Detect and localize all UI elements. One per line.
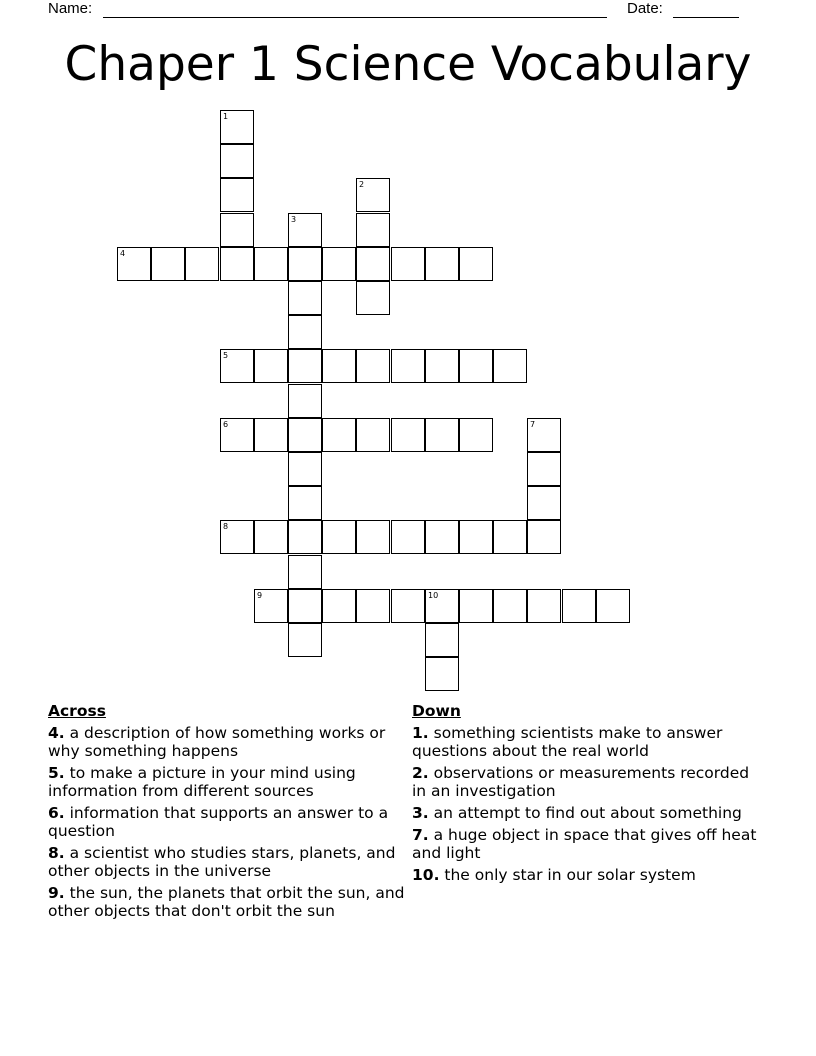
crossword-cell[interactable] <box>356 213 390 247</box>
crossword-cell[interactable] <box>391 349 425 383</box>
crossword-cell[interactable] <box>459 520 493 554</box>
clue-across-8 <box>48 844 406 880</box>
crossword-cell[interactable] <box>356 589 390 623</box>
crossword-cell[interactable] <box>425 657 459 691</box>
crossword-cell[interactable] <box>356 247 390 281</box>
clue-across-9 <box>48 884 406 920</box>
clue-across-5 <box>48 764 406 800</box>
cell-number: 7 <box>530 420 536 429</box>
crossword-cell[interactable] <box>356 178 390 212</box>
crossword-cell[interactable] <box>288 623 322 657</box>
crossword-cell[interactable] <box>391 247 425 281</box>
crossword-cell[interactable] <box>356 349 390 383</box>
crossword-cell[interactable] <box>459 247 493 281</box>
crossword-cell[interactable] <box>425 349 459 383</box>
crossword-cell[interactable] <box>391 589 425 623</box>
crossword-cell[interactable] <box>527 452 561 486</box>
crossword-cell[interactable] <box>254 349 288 383</box>
crossword-cell[interactable] <box>459 589 493 623</box>
crossword-cell[interactable] <box>254 247 288 281</box>
clue-down-1 <box>412 724 768 760</box>
crossword-cell[interactable] <box>220 349 254 383</box>
crossword-cell[interactable] <box>254 418 288 452</box>
crossword-cell[interactable] <box>220 520 254 554</box>
crossword-cell[interactable] <box>288 281 322 315</box>
crossword-cell[interactable] <box>220 144 254 178</box>
name-label: Name: <box>48 0 93 17</box>
crossword-cell[interactable] <box>596 589 630 623</box>
across-clues <box>48 702 406 924</box>
clue-number: 9. <box>48 884 65 902</box>
crossword-cell[interactable] <box>220 418 254 452</box>
crossword-cell[interactable] <box>459 349 493 383</box>
page-title: Chaper 1 Science Vocabulary <box>64 37 752 92</box>
crossword-cell[interactable] <box>254 520 288 554</box>
down-clues <box>412 702 768 888</box>
clue-down-10 <box>412 866 768 884</box>
crossword-cell[interactable] <box>254 589 288 623</box>
crossword-cell[interactable] <box>425 623 459 657</box>
clue-number: 6. <box>48 804 65 822</box>
crossword-cell[interactable] <box>288 555 322 589</box>
crossword-cell[interactable] <box>288 213 322 247</box>
crossword-cell[interactable] <box>527 520 561 554</box>
across-heading: Across <box>48 702 106 720</box>
crossword-cell[interactable] <box>288 384 322 418</box>
crossword-cell[interactable] <box>288 315 322 349</box>
clue-text: to make a picture in your mind using information from different sources <box>48 764 356 800</box>
crossword-cell[interactable] <box>493 349 527 383</box>
crossword-cell[interactable] <box>562 589 596 623</box>
crossword-cell[interactable] <box>151 247 185 281</box>
cell-number: 3 <box>291 215 297 224</box>
clue-text: a huge object in space that gives off heat and light <box>412 826 757 862</box>
crossword-cell[interactable] <box>527 418 561 452</box>
clue-text: the sun, the planets that orbit the sun, and other objects that don't orbit the sun <box>48 884 405 920</box>
clue-down-7 <box>412 826 768 862</box>
crossword-cell[interactable] <box>288 520 322 554</box>
clue-number: 1. <box>412 724 429 742</box>
cell-number: 8 <box>223 522 229 531</box>
crossword-cell[interactable] <box>288 247 322 281</box>
clue-text: a description of how something works or why something happens <box>48 724 386 760</box>
crossword-cell[interactable] <box>356 418 390 452</box>
date-label: Date: <box>627 0 663 17</box>
crossword-cell[interactable] <box>391 520 425 554</box>
crossword-cell[interactable] <box>288 589 322 623</box>
cell-number: 6 <box>223 420 229 429</box>
crossword-cell[interactable] <box>288 349 322 383</box>
crossword-cell[interactable] <box>185 247 219 281</box>
clue-text: an attempt to find out about something <box>428 804 742 822</box>
clue-down-3 <box>412 804 768 822</box>
cell-number: 9 <box>257 591 263 600</box>
crossword-cell[interactable] <box>288 486 322 520</box>
clue-number: 4. <box>48 724 65 742</box>
cell-number: 10 <box>428 591 439 600</box>
clue-down-2 <box>412 764 768 800</box>
clue-across-6 <box>48 804 406 840</box>
cell-number: 1 <box>223 112 229 121</box>
clue-text: the only star in our solar system <box>439 866 696 884</box>
crossword-cell[interactable] <box>322 247 356 281</box>
cell-number: 4 <box>120 249 126 258</box>
clue-number: 2. <box>412 764 429 782</box>
crossword-cell[interactable] <box>493 520 527 554</box>
clue-text: a scientist who studies stars, planets, and other objects in the universe <box>48 844 396 880</box>
crossword-cell[interactable] <box>322 349 356 383</box>
crossword-cell[interactable] <box>425 247 459 281</box>
crossword-cell[interactable] <box>220 110 254 144</box>
crossword-cell[interactable] <box>356 281 390 315</box>
clue-across-4 <box>48 724 406 760</box>
clue-text: observations or measurements recorded in an investigation <box>412 764 750 800</box>
clue-number: 8. <box>48 844 65 862</box>
crossword-cell[interactable] <box>288 452 322 486</box>
crossword-cell[interactable] <box>220 178 254 212</box>
crossword-cell[interactable] <box>117 247 151 281</box>
crossword-cell[interactable] <box>322 418 356 452</box>
clue-number: 7. <box>412 826 429 844</box>
down-heading: Down <box>412 702 461 720</box>
clue-text: something scientists make to answer questions about the real world <box>412 724 723 760</box>
crossword-cell[interactable] <box>356 520 390 554</box>
cell-number: 2 <box>359 180 365 189</box>
crossword-cell[interactable] <box>322 589 356 623</box>
crossword-cell[interactable] <box>425 520 459 554</box>
cell-number: 5 <box>223 351 229 360</box>
crossword-cell[interactable] <box>527 589 561 623</box>
clue-number: 10. <box>412 866 440 884</box>
crossword-cell[interactable] <box>220 247 254 281</box>
clue-number: 3. <box>412 804 429 822</box>
crossword-cell[interactable] <box>391 418 425 452</box>
crossword-cell[interactable] <box>527 486 561 520</box>
crossword-cell[interactable] <box>322 520 356 554</box>
crossword-cell[interactable] <box>425 589 459 623</box>
crossword-cell[interactable] <box>425 418 459 452</box>
crossword-cell[interactable] <box>288 418 322 452</box>
crossword-cell[interactable] <box>220 213 254 247</box>
clue-number: 5. <box>48 764 65 782</box>
clue-text: information that supports an answer to a question <box>48 804 389 840</box>
crossword-cell[interactable] <box>459 418 493 452</box>
crossword-cell[interactable] <box>493 589 527 623</box>
